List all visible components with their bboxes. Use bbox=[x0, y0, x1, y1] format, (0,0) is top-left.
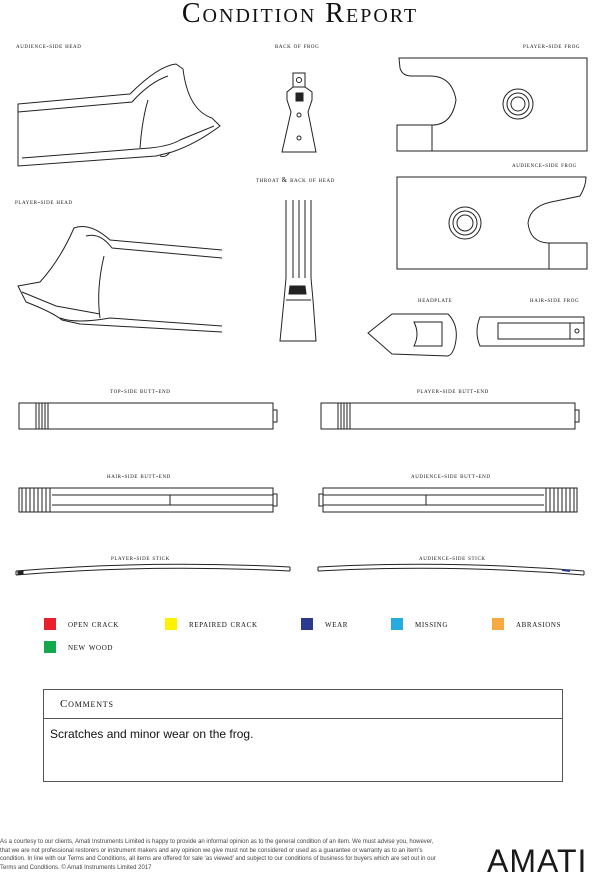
amati-logo: AMATI bbox=[487, 843, 588, 879]
label-player-side-butt-end: player-side butt-end bbox=[417, 387, 489, 395]
legend-wear bbox=[301, 618, 348, 630]
comments-text: Scratches and minor wear on the frog. bbox=[50, 727, 254, 741]
label-player-side-stick: player-side stick bbox=[111, 554, 170, 562]
legend-label: open crack bbox=[68, 618, 119, 630]
label-audience-side-frog: audience-side frog bbox=[512, 161, 577, 169]
headplate-drawing bbox=[368, 314, 456, 356]
back-of-frog-drawing bbox=[282, 73, 316, 152]
label-hair-side-frog: hair-side frog bbox=[530, 296, 580, 304]
label-top-side-butt-end: top-side butt-end bbox=[110, 387, 171, 395]
legend-label: missing bbox=[415, 618, 448, 630]
legend-swatch bbox=[391, 618, 403, 630]
disclaimer-text: As a courtesy to our clients, Amati Instruments Limited is happy to provide an informal opinion as to the general condition of an item. We must advise you, however, that we are not professional restorers or instrument makers and any opinion we give must not be considered or used as a guarantee or warranty as to an item’s condition. In line with our Terms and Conditions, all items are offered for sale ‘as viewed’ and subject to our conditions of business for buyers which are set out in our Terms and Conditions. © Amati Instruments Limited 2017 bbox=[0, 839, 436, 871]
audience-side-butt-end-drawing bbox=[319, 488, 577, 512]
comments-box bbox=[43, 689, 563, 782]
legend-swatch bbox=[301, 618, 313, 630]
label-audience-side-stick: audience-side stick bbox=[419, 554, 486, 562]
legend-repaired-crack bbox=[165, 618, 258, 630]
page-title: Condition Report bbox=[181, 0, 419, 29]
label-player-side-head: player-side head bbox=[15, 198, 73, 206]
label-audience-side-butt-end: audience-side butt-end bbox=[411, 472, 491, 480]
legend-label: abrasions bbox=[516, 618, 562, 630]
legend-abrasions bbox=[492, 618, 561, 630]
label-player-side-frog: player-side frog bbox=[523, 42, 581, 50]
legend-label: new wood bbox=[68, 641, 114, 653]
top-side-butt-end-drawing bbox=[19, 403, 277, 429]
audience-side-frog-drawing bbox=[397, 177, 587, 269]
label-audience-side-head: audience-side head bbox=[16, 42, 82, 50]
throat-back-of-head-drawing bbox=[280, 200, 316, 341]
label-throat-back-of-head: throat & back of head bbox=[256, 176, 335, 184]
label-headplate: headplate bbox=[418, 296, 453, 304]
hair-side-frog-drawing bbox=[477, 317, 584, 346]
audience-side-stick-drawing bbox=[318, 564, 584, 575]
player-side-frog-drawing bbox=[397, 58, 587, 151]
label-hair-side-butt-end: hair-side butt-end bbox=[107, 472, 171, 480]
audience-side-head-drawing bbox=[18, 64, 220, 166]
legend-swatch bbox=[44, 618, 56, 630]
legend-swatch bbox=[165, 618, 177, 630]
legend-label: repaired crack bbox=[189, 618, 258, 630]
legend-swatch bbox=[44, 641, 56, 653]
comments-heading: Comments bbox=[44, 690, 562, 719]
legend-swatch bbox=[492, 618, 504, 630]
player-side-head-drawing bbox=[18, 227, 222, 333]
legend-missing bbox=[391, 618, 448, 630]
hair-side-butt-end-drawing bbox=[19, 488, 277, 512]
player-side-stick-drawing bbox=[16, 564, 290, 575]
legend-new-wood bbox=[44, 641, 113, 653]
legend-open-crack bbox=[44, 618, 119, 630]
legend-label: wear bbox=[325, 618, 349, 630]
label-back-of-frog: back of frog bbox=[275, 42, 320, 50]
player-side-butt-end-drawing bbox=[321, 403, 579, 429]
